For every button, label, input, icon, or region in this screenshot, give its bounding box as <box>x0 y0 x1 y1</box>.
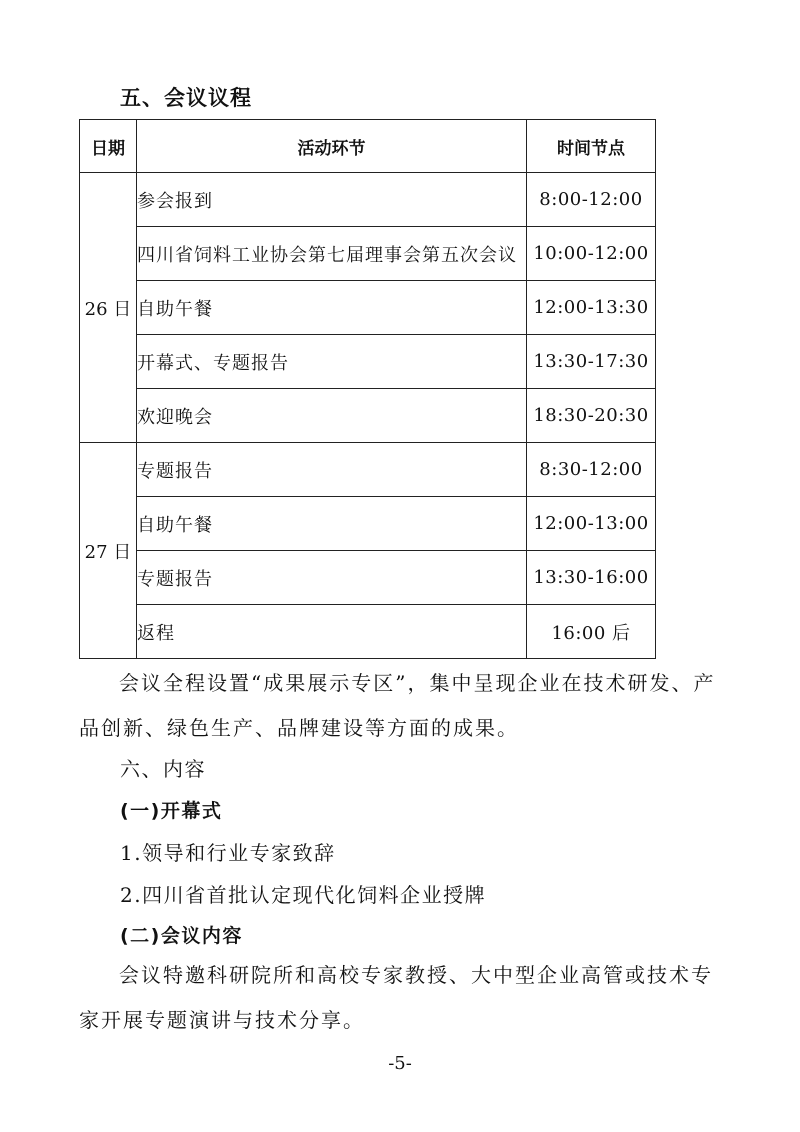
table-row <box>80 443 656 497</box>
activity-cell: 自助午餐 <box>137 497 527 551</box>
showcase-paragraph <box>79 661 729 751</box>
header-activity: 活动环节 <box>137 120 527 173</box>
time-cell: 13:30-16:00 <box>527 551 656 605</box>
activity-cell: 自助午餐 <box>137 281 527 335</box>
time-cell: 12:00-13:30 <box>527 281 656 335</box>
table-row <box>80 173 656 227</box>
time-cell: 8:30-12:00 <box>527 443 656 497</box>
header-time: 时间节点 <box>527 120 656 173</box>
subheading-meeting-content: (二)会议内容 <box>120 925 243 947</box>
date-cell: 26 日 <box>80 173 137 443</box>
activity-cell: 四川省饲料工业协会第七届理事会第五次会议 <box>137 227 527 281</box>
activity-cell: 参会报到 <box>137 173 527 227</box>
time-cell: 12:00-13:00 <box>527 497 656 551</box>
showcase-text: 会议全程设置“成果展示专区”，集中呈现企业在技术研发、产品创新、绿色生产、品牌建设等方面的成果。 <box>79 671 716 740</box>
activity-cell: 返程 <box>137 605 527 659</box>
table-row <box>80 551 656 605</box>
list-item: 2.四川省首批认定现代化饲料企业授牌 <box>120 883 487 907</box>
page-number: -5- <box>388 1053 412 1074</box>
time-cell: 13:30-17:30 <box>527 335 656 389</box>
header-date: 日期 <box>80 120 137 173</box>
activity-cell: 开幕式、专题报告 <box>137 335 527 389</box>
table-row <box>80 389 656 443</box>
list-item: 1.领导和行业专家致辞 <box>120 841 336 865</box>
time-cell: 18:30-20:30 <box>527 389 656 443</box>
time-cell: 8:00-12:00 <box>527 173 656 227</box>
subheading-opening: (一)开幕式 <box>120 800 223 822</box>
table-row <box>80 227 656 281</box>
date-cell: 27 日 <box>80 443 137 659</box>
agenda-table <box>79 119 656 659</box>
content-text: 会议特邀科研院所和高校专家教授、大中型企业高管或技术专家开展专题演讲与技术分享。 <box>79 963 713 1032</box>
time-cell: 10:00-12:00 <box>527 227 656 281</box>
section-heading-content: 六、内容 <box>120 757 206 781</box>
activity-cell: 欢迎晚会 <box>137 389 527 443</box>
activity-cell: 专题报告 <box>137 443 527 497</box>
table-row <box>80 497 656 551</box>
section-heading-agenda: 五、会议议程 <box>120 86 252 110</box>
table-row <box>80 335 656 389</box>
activity-cell: 专题报告 <box>137 551 527 605</box>
table-row <box>80 281 656 335</box>
time-cell: 16:00 后 <box>527 605 656 659</box>
table-row <box>80 605 656 659</box>
content-paragraph <box>79 953 729 1043</box>
table-header-row <box>80 120 656 173</box>
